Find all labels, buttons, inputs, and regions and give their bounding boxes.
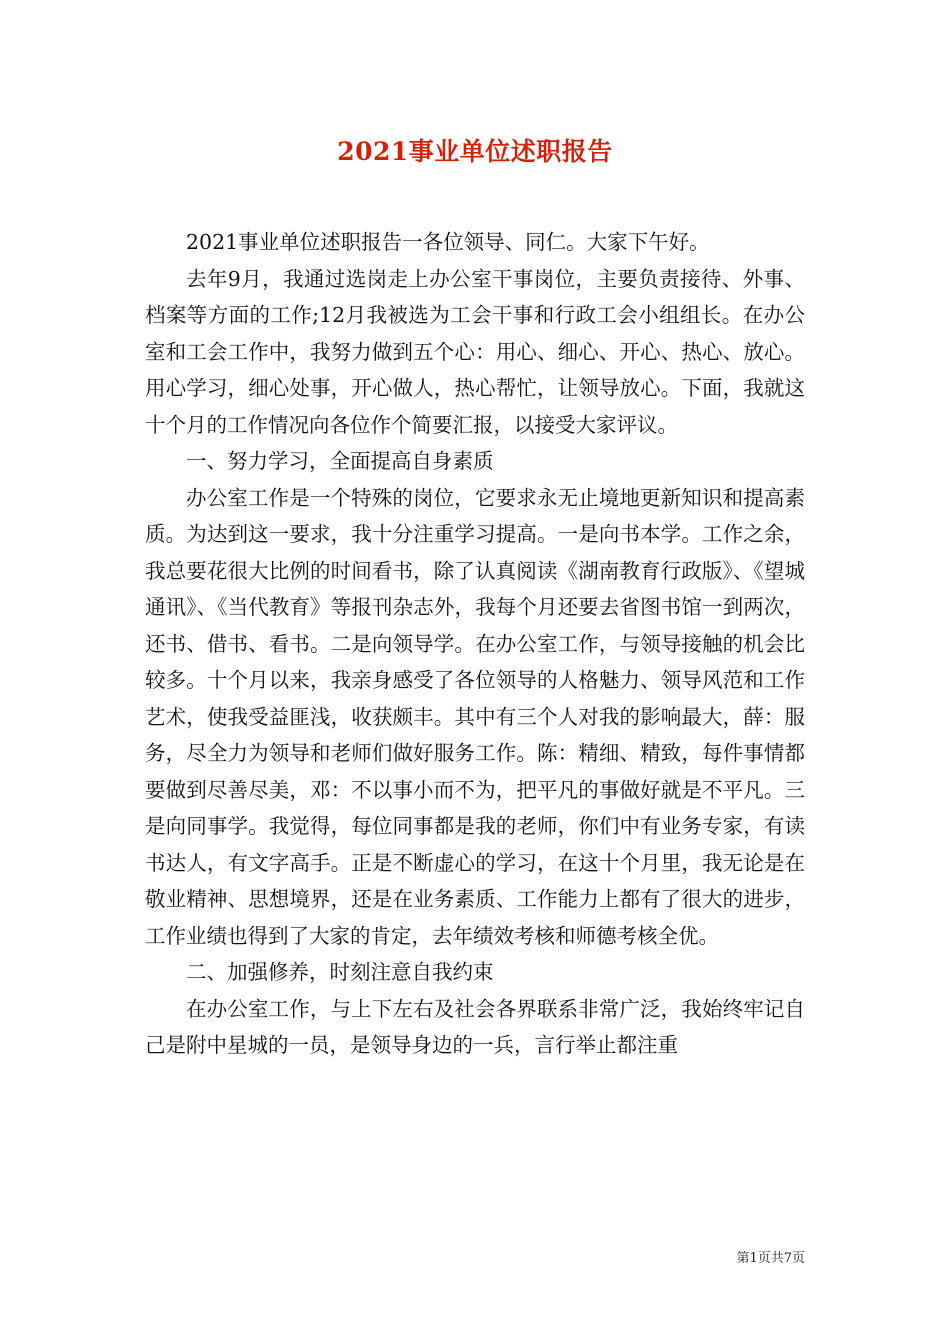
paragraph-discipline: 在办公室工作，与上下左右及社会各界联系非常广泛，我始终牢记自己是附中星城的一员，是领导身边的一兵，言行举止都注重 xyxy=(145,996,805,1057)
section-heading-2: 二、加强修养，时刻注意自我约束 xyxy=(186,960,494,984)
document-body xyxy=(145,224,805,1064)
paragraph-intro: 去年9月，我通过选岗走上办公室干事岗位，主要负责接待、外事、档案等方面的工作;12月我被选为工会干事和行政工会小组组长。在办公室和工会工作中，我努力做到五个心：用心、细心、开心、热心、放心。用心学习，细心处事，开心做人，热心帮忙，让领导放心。下面，我就这十个月的工作情况向各位作个简要汇报，以接受大家评议。 xyxy=(145,266,805,437)
paragraph-greeting: 2021事业单位述职报告一各位领导、同仁。大家下午好。 xyxy=(186,230,710,254)
section-heading-1: 一、努力学习，全面提高自身素质 xyxy=(186,449,494,473)
page-number: 第1页共7页 xyxy=(736,1251,805,1266)
document-title: 2021事业单位述职报告 xyxy=(337,137,613,166)
paragraph-study: 办公室工作是一个特殊的岗位，它要求永无止境地更新知识和提高素质。为达到这一要求，我十分注重学习提高。一是向书本学。工作之余，我总要花很大比例的时间看书，除了认真阅读《湖南教育行政版》、《望城通讯》、《当代教育》等报刊杂志外，我每个月还要去省图书馆一到两次，还书、借书、看书。二是向领导学。在办公室工作，与领导接触的机会比较多。十个月以来，我亲身感受了各位领导的人格魅力、领导风范和工作艺术，使我受益匪浅，收获颇丰。其中有三个人对我的影响最大，薛：服务，尽全力为领导和老师们做好服务工作。陈：精细、精致，每件事情都要做到尽善尽美，邓：不以事小而不为，把平凡的事做好就是不平凡。三是向同事学。我觉得，每位同事都是我的老师，你们中有业务专家，有读书达人，有文字高手。正是不断虚心的学习，在这十个月里，我无论是在敬业精神、思想境界，还是在业务素质、工作能力上都有了很大的进步，工作业绩也得到了大家的肯定，去年绩效考核和师德考核全优。 xyxy=(145,485,805,948)
